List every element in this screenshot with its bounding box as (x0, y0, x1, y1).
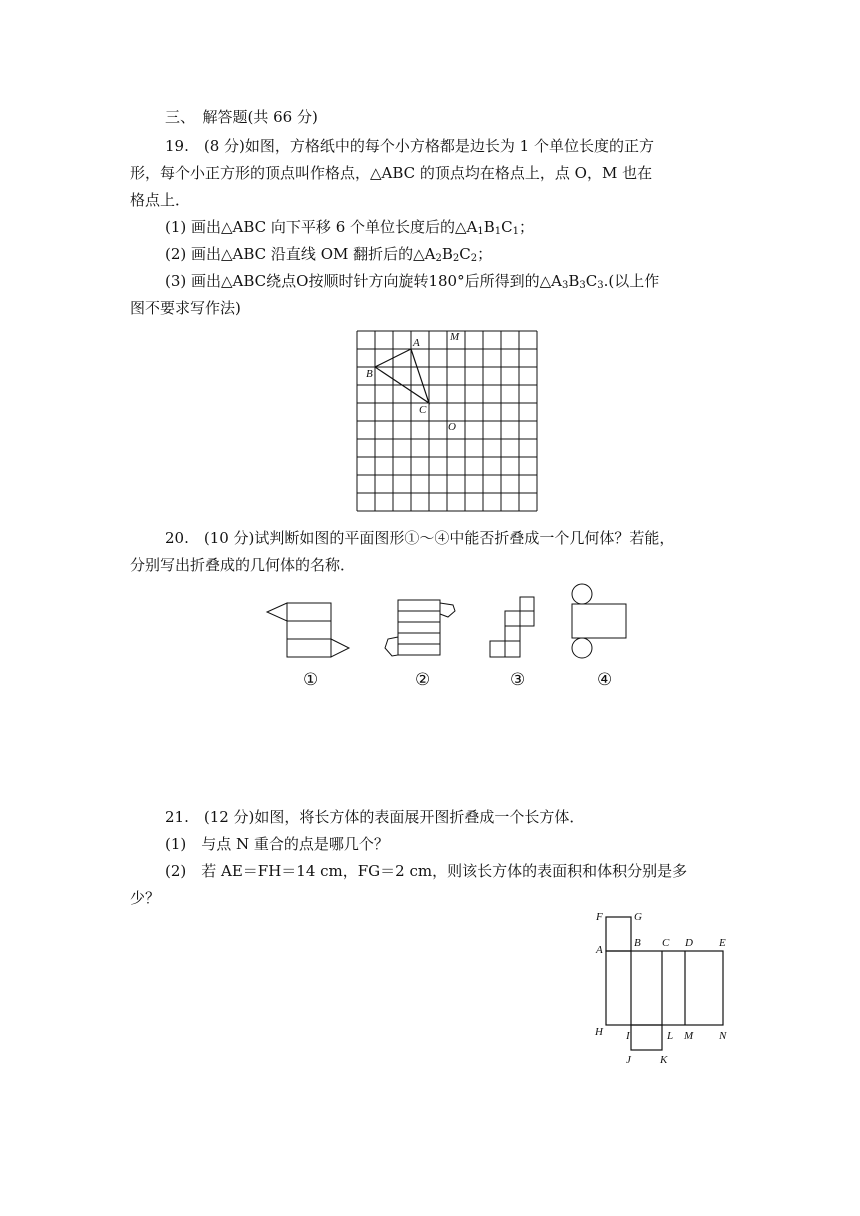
q21-label-g: G (634, 911, 642, 923)
q21-part1: (1) 与点 N 重合的点是哪几个？ (165, 835, 389, 853)
q21-label-n: N (719, 1030, 727, 1042)
q21-part2-line2: 少？ (130, 889, 161, 907)
q21-label-j: J (626, 1054, 631, 1066)
q19-part3: (3) 画出△ABC绕点O按顺时针方向旋转180°后所得到的$\triangle A_3B_3C_3$.(以上作 (165, 272, 660, 291)
q21-label-l: L (667, 1030, 674, 1042)
q21-label-a: A (596, 944, 603, 956)
q19-stem-line2: 形，每个小正方形的顶点叫作格点，△ABC 的顶点均在格点上，点 O，M 也在 (130, 164, 653, 182)
q21-label-m: M (684, 1030, 694, 1042)
q21-label-b: B (634, 937, 641, 949)
label-c: C (419, 404, 427, 416)
label-m: M (450, 331, 460, 343)
q21-label-e: E (719, 937, 726, 949)
q19-part3-line2: 图不要求写作法) (130, 299, 241, 317)
q21-label-f: F (596, 911, 603, 923)
label-b: B (366, 368, 373, 380)
label-o: O (448, 421, 456, 433)
q21-label-c: C (662, 937, 670, 949)
q19-part1: (1) 画出△ABC 向下平移 6 个单位长度后的$\triangle A_1B_1C_1$； (165, 218, 535, 237)
label-a: A (413, 337, 420, 349)
net-3-label: ③ (510, 670, 526, 690)
net-2-label: ② (415, 670, 431, 690)
q21-label-d: D (685, 937, 693, 949)
q20-stem-line2: 分别写出折叠成的几何体的名称． (130, 556, 356, 574)
q21-label-k: K (660, 1054, 668, 1066)
top-flap (606, 917, 631, 951)
q19-stem-line1: 19. (8 分)如图，方格纸中的每个小方格都是边长为 1 个单位长度的正方 (165, 137, 654, 155)
q21-label-i: I (626, 1030, 630, 1042)
q20-stem-line1: 20. (10 分)试判断如图的平面图形①～④中能否折叠成一个几何体？若能， (165, 529, 675, 547)
net-1-label: ① (303, 670, 319, 690)
net-4-label: ④ (597, 670, 613, 690)
section-title: 三、 解答题(共 66 分) (165, 108, 318, 126)
q21-stem-line1: 21. (12 分)如图，将长方体的表面展开图折叠成一个长方体． (165, 808, 585, 826)
q19-part2: (2) 画出△ABC 沿直线 OM 翻折后的$\triangle A_2B_2C_2$； (165, 245, 493, 264)
bottom-flap (631, 1025, 662, 1050)
q19-stem-line3: 格点上． (130, 191, 191, 209)
q21-label-h: H (595, 1026, 603, 1038)
main-strip (606, 951, 723, 1025)
q21-part2-line1: (2) 若 AE＝FH＝14 cm，FG＝2 cm，则该长方体的表面积和体积分别是多 (165, 862, 688, 880)
